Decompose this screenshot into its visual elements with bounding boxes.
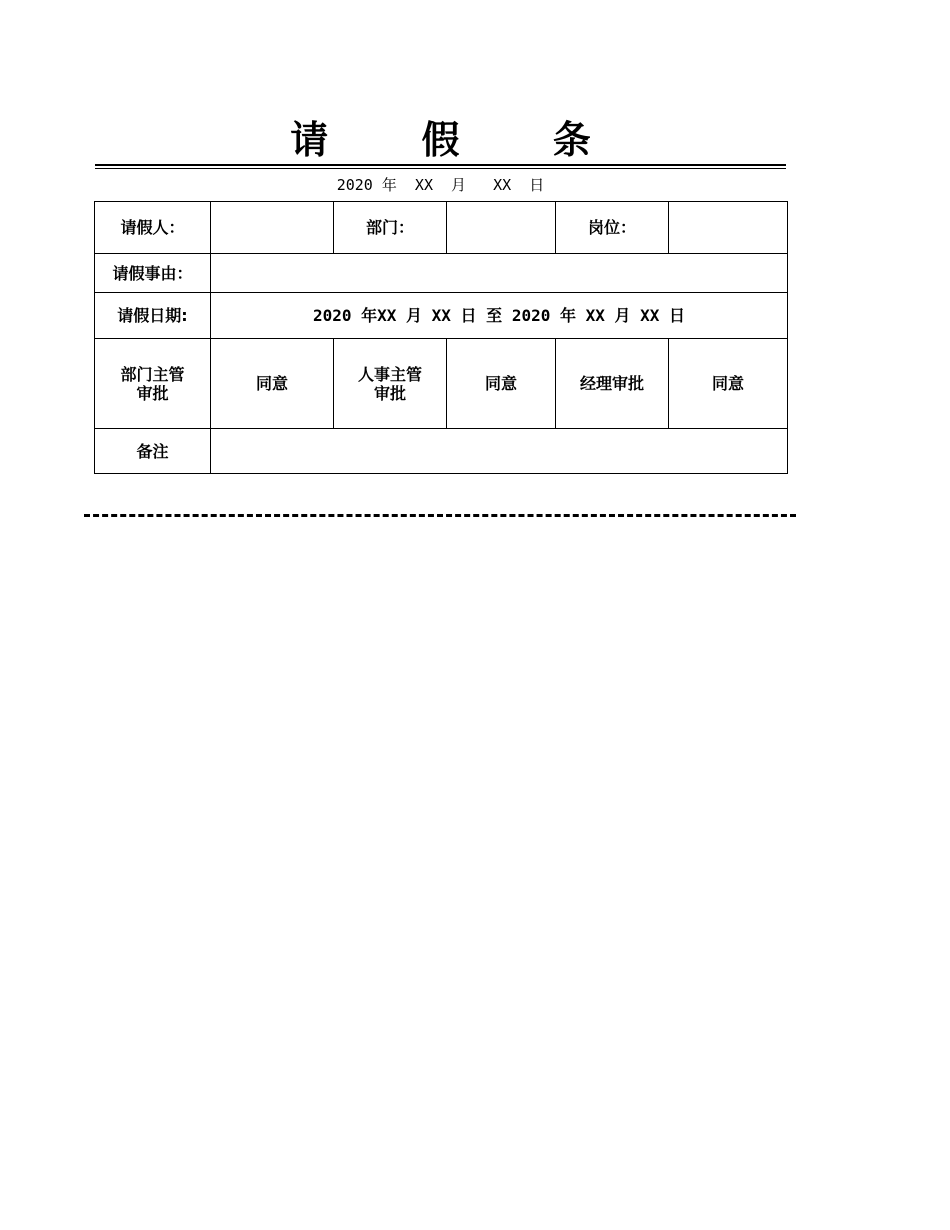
dates-label: 请假日期:	[95, 293, 211, 339]
reason-row	[95, 254, 788, 293]
notes-field[interactable]	[211, 429, 788, 474]
dept-head-label-line1: 部门主管	[120, 364, 185, 384]
department-field[interactable]	[447, 202, 556, 254]
dates-field[interactable]: 2020 年XX 月 XX 日 至 2020 年 XX 月 XX 日	[211, 293, 788, 339]
reason-field[interactable]	[211, 254, 788, 293]
hr-head-label-line2: 审批	[373, 383, 406, 403]
dept-head-label-line2: 审批	[136, 383, 169, 403]
approval-row	[95, 339, 788, 429]
dept-head-approval-field[interactable]: 同意	[211, 339, 334, 429]
hr-head-label-line1: 人事主管	[357, 364, 422, 384]
notes-row	[95, 429, 788, 474]
applicant-field[interactable]	[211, 202, 334, 254]
reason-label: 请假事由：	[95, 254, 211, 293]
manager-approval-field[interactable]: 同意	[669, 339, 788, 429]
title-rule-thin	[95, 168, 786, 169]
position-label: 岗位：	[556, 202, 669, 254]
applicant-label: 请假人：	[95, 202, 211, 254]
page-title: 请 假 条	[290, 118, 631, 162]
title-rule-thick	[95, 164, 786, 166]
applicant-row	[95, 202, 788, 254]
dates-row	[95, 293, 788, 339]
hr-head-approval-field[interactable]: 同意	[447, 339, 556, 429]
hr-head-approval-label	[334, 339, 447, 429]
dept-head-approval-label	[95, 339, 211, 429]
leave-form-table	[94, 201, 788, 474]
cut-line-divider	[84, 514, 796, 517]
position-field[interactable]	[669, 202, 788, 254]
manager-approval-label: 经理审批	[556, 339, 669, 429]
department-label: 部门：	[334, 202, 447, 254]
notes-label: 备注	[95, 429, 211, 474]
form-date: 2020 年 XX 月 XX 日	[336, 176, 545, 194]
